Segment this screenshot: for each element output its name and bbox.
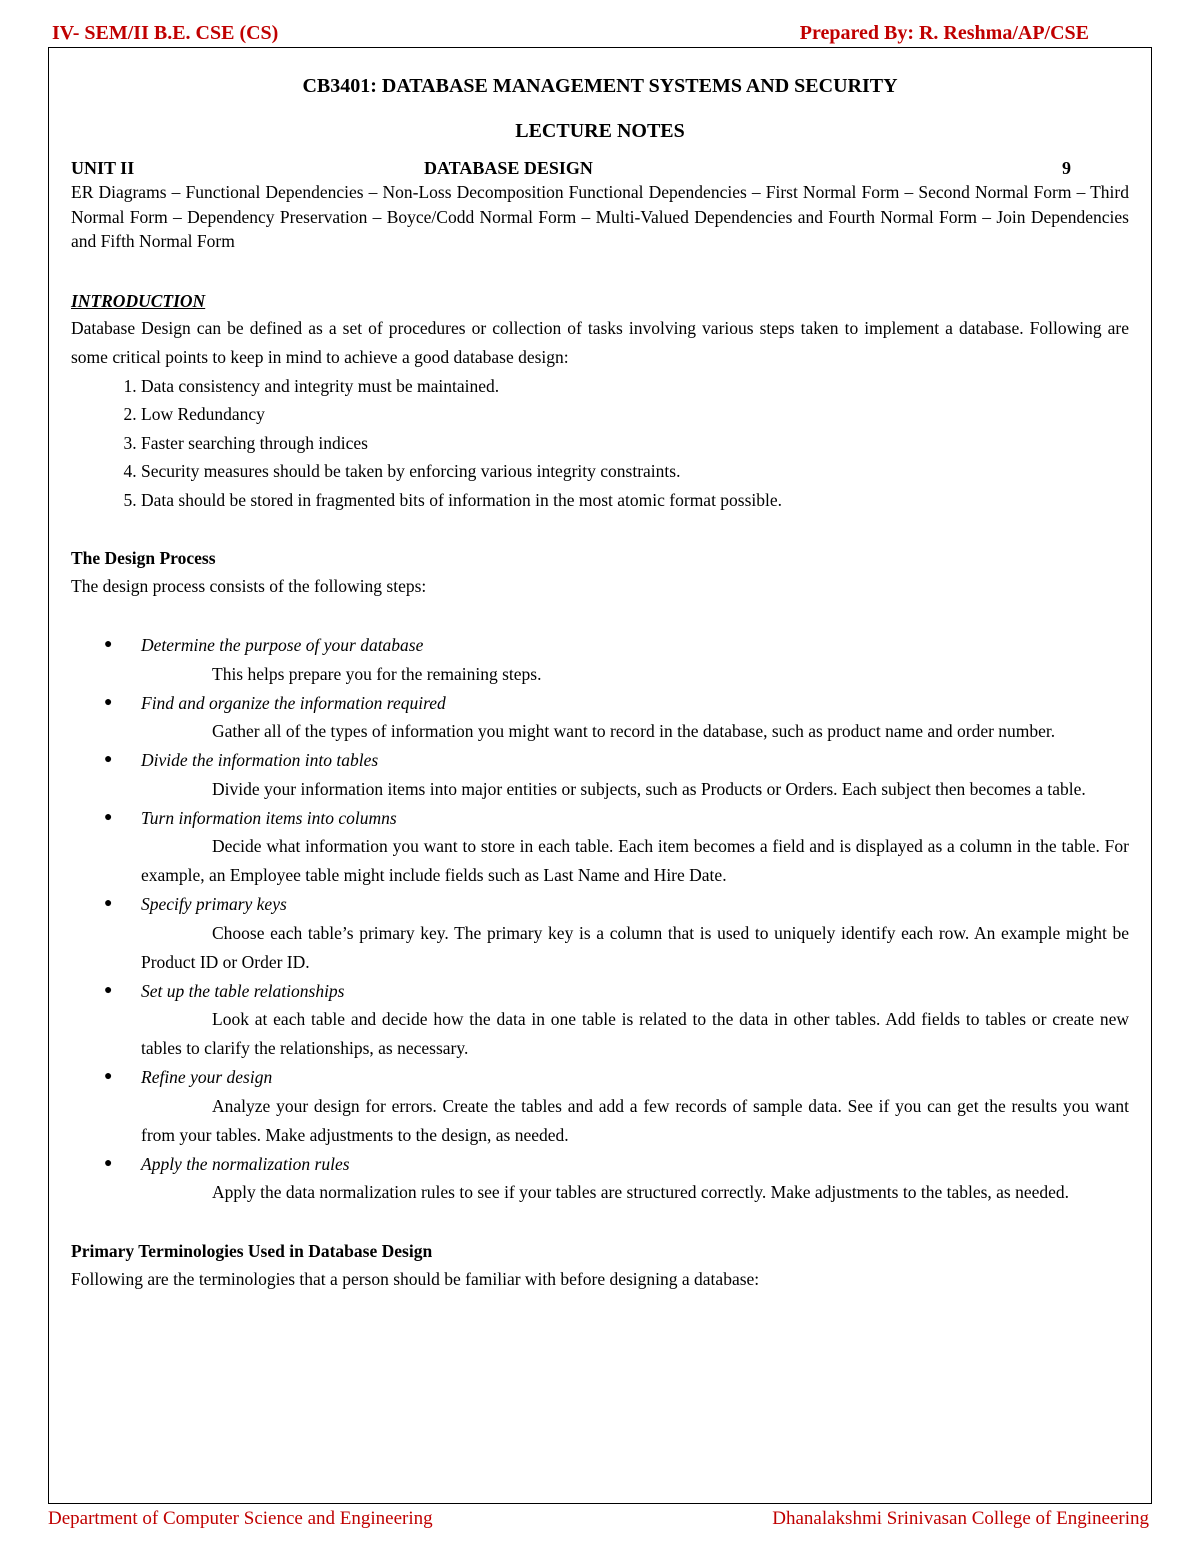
unit-syllabus: ER Diagrams – Functional Dependencies – Non-Loss Decomposition Functional Dependencies – First Normal Form – Second Normal Form – Third Normal Form – Dependency Preservation – Boyce/Codd Normal Form – Multi-Valued Dependencies and Fourth Normal Form – Join Dependencies and Fifth Normal Form bbox=[71, 182, 1129, 251]
bullet-icon: ● bbox=[104, 982, 113, 998]
bullet-icon: ● bbox=[104, 637, 113, 652]
step-title: Find and organize the information required bbox=[141, 692, 446, 713]
design-steps-list bbox=[71, 631, 1129, 1207]
list-item bbox=[71, 804, 1129, 891]
document-title: CB3401: DATABASE MANAGEMENT SYSTEMS AND SECURITY bbox=[302, 75, 898, 97]
introduction-heading: INTRODUCTION bbox=[71, 290, 206, 311]
page-content bbox=[71, 72, 1129, 1294]
bullet-icon: ● bbox=[104, 694, 113, 710]
list-item bbox=[71, 890, 1129, 977]
list-item: 5. Data should be stored in fragmented bits of information in the most atomic format possible. bbox=[141, 486, 1129, 515]
footer-department: Department of Computer Science and Engineering bbox=[48, 1508, 433, 1529]
design-process-text: The design process consists of the following steps: bbox=[71, 576, 427, 596]
list-item bbox=[71, 746, 1129, 804]
bullet-icon: ● bbox=[104, 752, 113, 767]
bullet-icon: ● bbox=[104, 896, 113, 911]
list-item bbox=[71, 631, 1129, 689]
unit-name: DATABASE DESIGN bbox=[424, 158, 593, 178]
step-title: Specify primary keys bbox=[141, 894, 287, 914]
step-title: Turn information items into columns bbox=[141, 807, 397, 828]
footer-college: Dhanalakshmi Srinivasan College of Engineering bbox=[772, 1508, 1149, 1529]
header-author: Prepared By: R. Reshma/AP/CSE bbox=[799, 22, 1089, 44]
terminologies-heading: Primary Terminologies Used in Database Design bbox=[71, 1241, 433, 1261]
list-item: 4. Security measures should be taken by enforcing various integrity constraints. bbox=[141, 457, 1129, 486]
list-item: 1. Data consistency and integrity must be maintained. bbox=[141, 372, 1129, 401]
header-course-info: IV- SEM/II B.E. CSE (CS) bbox=[52, 22, 279, 44]
bullet-icon: ● bbox=[104, 1069, 113, 1084]
unit-hours: 9 bbox=[1062, 158, 1071, 178]
step-description: Analyze your design for errors. Create the tables and add a few records of sample data. See if you can get the results you want from your tables. Make adjustments to the design, as needed. bbox=[141, 1095, 1129, 1145]
bullet-icon: ● bbox=[104, 809, 113, 825]
list-item bbox=[71, 977, 1129, 1064]
list-item bbox=[71, 689, 1129, 747]
step-description: Gather all of the types of information you might want to record in the database, such as product name and order number. bbox=[212, 721, 1056, 741]
list-item bbox=[71, 1063, 1129, 1150]
step-description: Divide your information items into major entities or subjects, such as Products or Orders. Each subject then becomes a table. bbox=[212, 778, 1086, 799]
unit-header bbox=[71, 156, 1129, 180]
step-description: Decide what information you want to store in each table. Each item becomes a field and is displayed as a column in the table. For example, an Employee table might include fields such as Last Name and Hire Date. bbox=[141, 836, 1129, 885]
step-title: Set up the table relationships bbox=[141, 980, 345, 1001]
step-description: Apply the data normalization rules to see if your tables are structured correctly. Make adjustments to the tables, as needed. bbox=[212, 1182, 1070, 1202]
step-title: Apply the normalization rules bbox=[141, 1153, 350, 1174]
unit-label: UNIT II bbox=[71, 158, 135, 178]
document-subtitle: LECTURE NOTES bbox=[515, 120, 685, 142]
list-item: 2. Low Redundancy bbox=[141, 400, 1129, 429]
list-item bbox=[71, 1150, 1129, 1208]
step-description: Choose each table’s primary key. The primary key is a column that is used to uniquely identify each row. An example might be Product ID or Order ID. bbox=[141, 922, 1129, 972]
list-item: 3. Faster searching through indices bbox=[141, 429, 1129, 458]
design-process-heading: The Design Process bbox=[71, 548, 216, 568]
introduction-text: Database Design can be defined as a set of procedures or collection of tasks involving various steps taken to implement a database. Following are some critical points to keep in mind to achieve a good database design: bbox=[71, 317, 1129, 367]
bullet-icon: ● bbox=[104, 1155, 113, 1171]
terminologies-text: Following are the terminologies that a person should be familiar with before designing a database: bbox=[71, 1269, 760, 1289]
step-title: Determine the purpose of your database bbox=[141, 635, 424, 655]
step-title: Divide the information into tables bbox=[141, 750, 379, 770]
step-description: Look at each table and decide how the data in one table is related to the data in other tables. Add fields to tables or create new tables to clarify the relationships, as necessary. bbox=[141, 1009, 1129, 1058]
step-title: Refine your design bbox=[141, 1067, 273, 1087]
step-description: This helps prepare you for the remaining steps. bbox=[212, 663, 542, 684]
design-points-list bbox=[71, 372, 1129, 515]
